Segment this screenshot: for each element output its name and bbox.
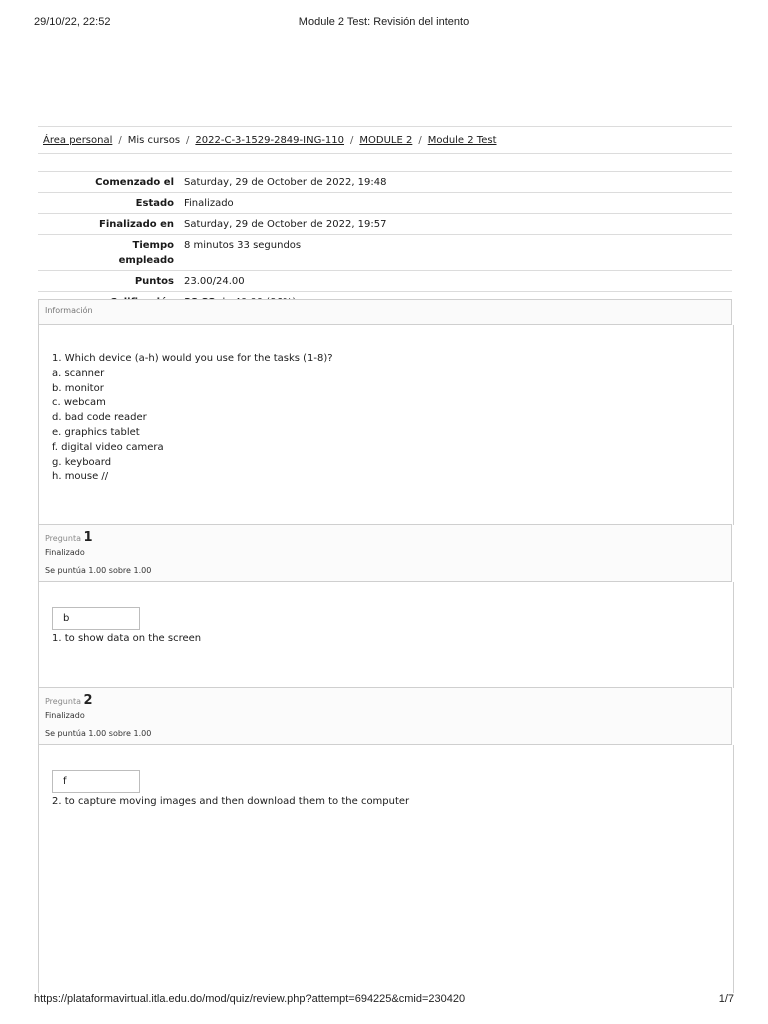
- breadcrumb-link-area-personal[interactable]: Área personal: [43, 135, 113, 146]
- question-number: 1: [83, 530, 93, 545]
- summary-label: Tiempo empleado: [38, 235, 180, 271]
- breadcrumb-link-course[interactable]: 2022-C-3-1529-2849-ING-110: [195, 135, 345, 146]
- question-label: Pregunta: [45, 697, 81, 706]
- info-label: Información: [45, 306, 93, 315]
- question-number: 2: [83, 693, 93, 708]
- question-info-2: [38, 687, 732, 745]
- summary-label: Comenzado el: [38, 172, 180, 193]
- breadcrumb-link-test[interactable]: Module 2 Test: [427, 135, 497, 146]
- answer-select-1[interactable]: b: [52, 607, 140, 630]
- summary-value: Saturday, 29 de October de 2022, 19:57: [180, 214, 732, 235]
- breadcrumb-link-module[interactable]: MODULE 2: [359, 135, 413, 146]
- breadcrumb-item-mis-cursos: Mis cursos: [127, 135, 181, 146]
- page-number: 1/7: [718, 993, 734, 1005]
- instruction-line: f. digital video camera: [52, 441, 164, 453]
- summary-row: [38, 214, 732, 235]
- instruction-line: a. scanner: [52, 367, 105, 379]
- summary-row: [38, 271, 732, 292]
- instruction-line: 1. Which device (a-h) would you use for the tasks (1-8)?: [52, 353, 333, 364]
- print-title: Module 2 Test: Revisión del intento: [298, 16, 470, 28]
- print-footer: [34, 993, 734, 1005]
- question-status: Finalizado: [45, 711, 85, 720]
- summary-row: [38, 193, 732, 214]
- instruction-line: g. keyboard: [52, 456, 112, 468]
- info-header: [38, 299, 732, 325]
- instruction-line: b. monitor: [52, 382, 104, 394]
- summary-label: Puntos: [38, 271, 180, 292]
- question-text-2: 2. to capture moving images and then download them to the computer: [52, 796, 410, 807]
- instruction-line: e. graphics tablet: [52, 426, 140, 438]
- breadcrumb-separator: /: [350, 135, 354, 146]
- instruction-line: h. mouse //: [52, 471, 109, 483]
- breadcrumb: [38, 126, 732, 154]
- content-frame: [38, 745, 734, 993]
- print-url: https://plataformavirtual.itla.edu.do/mod/quiz/review.php?attempt=694225&cmid=230420: [34, 993, 466, 1005]
- summary-row: [38, 235, 732, 271]
- attempt-summary-table: [38, 171, 732, 313]
- instruction-line: d. bad code reader: [52, 412, 147, 424]
- instruction-line: c. webcam: [52, 397, 106, 409]
- summary-value: 23.00/24.00: [180, 271, 732, 292]
- summary-row: [38, 172, 732, 193]
- summary-label: Estado: [38, 193, 180, 214]
- question-text-1: 1. to show data on the screen: [52, 633, 202, 644]
- print-date: 29/10/22, 22:52: [34, 16, 111, 28]
- summary-value: Finalizado: [180, 193, 732, 214]
- breadcrumb-separator: /: [118, 135, 122, 146]
- instructions: [52, 352, 333, 485]
- summary-value: Saturday, 29 de October de 2022, 19:48: [180, 172, 732, 193]
- breadcrumb-separator: /: [186, 135, 190, 146]
- question-info-1: [38, 524, 732, 582]
- question-label: Pregunta: [45, 534, 81, 543]
- summary-label: Finalizado en: [38, 214, 180, 235]
- question-status: Finalizado: [45, 548, 85, 557]
- answer-select-2[interactable]: f: [52, 770, 140, 793]
- summary-value: 8 minutos 33 segundos: [180, 235, 732, 271]
- question-score: Se puntúa 1.00 sobre 1.00: [45, 729, 152, 738]
- breadcrumb-separator: /: [418, 135, 422, 146]
- question-score: Se puntúa 1.00 sobre 1.00: [45, 566, 152, 575]
